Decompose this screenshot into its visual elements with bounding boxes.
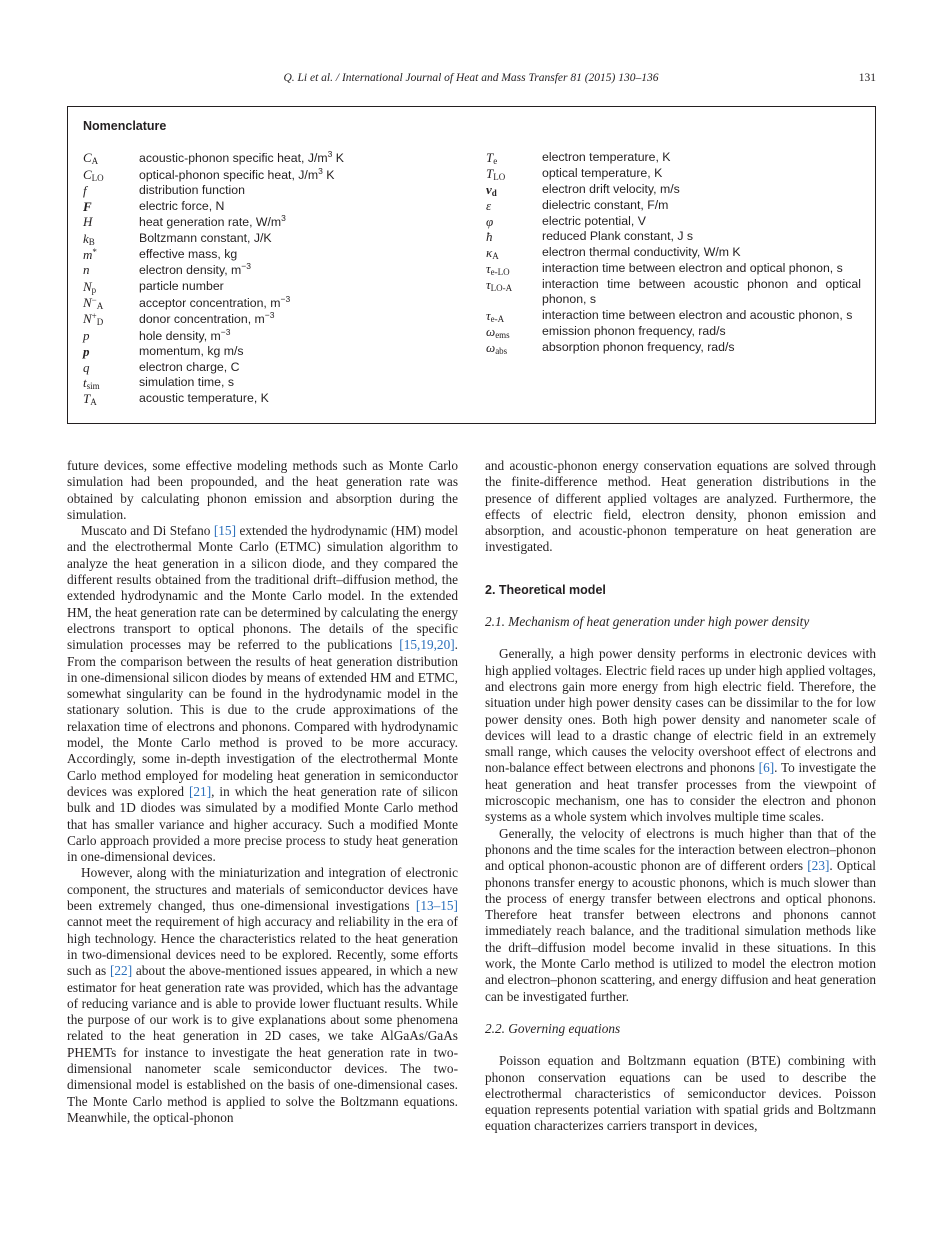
nomenclature-description: interaction time between electron and optical phonon, s [542,260,843,275]
nomenclature-symbol: F [83,198,92,214]
nomenclature-symbol: H [83,214,93,229]
nomenclature-symbol: $v_d$ [486,182,497,198]
nomenclature-entry [83,344,463,360]
nomenclature-entry [83,214,463,231]
nomenclature-symbol: $T_e$ [486,150,498,166]
description-superscript: 3 [318,165,323,176]
nomenclature-entry [486,261,861,277]
nomenclature-description: effective mass, kg [139,246,238,261]
subsection-heading: 2.2. Governing equations [485,1020,621,1036]
symbol-superscript: + [91,311,97,321]
nomenclature-entry [83,183,463,199]
nomenclature-symbol: p [83,344,90,359]
nomenclature-symbol: $T_{LO}$ [486,166,506,182]
nomenclature-description: optical-phonon specific heat, $J/m^3$ K [139,165,335,182]
description-superscript: 3 [327,149,333,159]
paragraph: Muscato and Di Stefano [15] extended the hydrodynamic (HM) model and the electrothermal Monte Carlo (ETMC) simulation algorithm to analyze the heat generation in a silicon diode, and they compared the different results obtained from the traditional drift–diffusion method, the extended hydrodynamic and the Monte Carlo model. In the extended HM, the heat generation rate can be determined by calculating the energy electrons transport to optical phonons. The details of the specific simulation processes may be referred to the publications [15,19,20]. From the comparison between the results of heat generation distribution in one-dimensional silicon diodes by means of extended HM and ETMC, somewhat singularity can be found in the hydrodynamic model in the stationary solution. This is due to the crude approximations of the relaxation time of electrons and phonons. Compared with hydrodynamic model, the Monte Carlo method is proved to be more accuracy. Accordingly, some in-depth investigation of the electrothermal Monte Carlo method employed for modeling heat generation in semiconductor devices was explored [21], in which the heat generation rate of silicon bulk and 1D diodes was simulated by a modified Monte Carlo method that has smaller variance and higher accuracy. Such a modified Monte Carlo approach provided a more precise process to study heat generation in one-dimensional devices. [67,523,459,865]
symbol-subscript: abs [495,345,508,356]
nomenclature-symbol: $\omega_{abs}$ [486,339,508,356]
running-head: Q. Li et al. / International Journal of Heat and Mass Transfer 81 (2015) 130–136 [283,72,659,84]
nomenclature-description: simulation time, s [139,375,234,389]
nomenclature-entry [83,262,463,279]
nomenclature-entry [486,229,861,245]
nomenclature-symbol: p [83,327,90,343]
symbol-superscript: − [91,294,97,305]
nomenclature-entry [486,182,861,198]
symbol-subscript: e-LO [490,266,510,277]
symbol-subscript: A [91,156,99,166]
nomenclature-symbol: $\tau_{e-LO}$ [486,260,510,277]
nomenclature-symbol: n [83,262,90,277]
nomenclature-entry [486,166,861,182]
nomenclature-entry [486,277,861,308]
nomenclature-symbol: $\tau_{e-A}$ [486,307,505,324]
nomenclature-description: acceptor concentration, $m^{-3}$ [139,293,291,310]
nomenclature-entry [83,199,463,215]
nomenclature-description: electron temperature, K [542,150,671,164]
nomenclature-box [67,106,876,424]
nomenclature-description: distribution function [139,183,245,197]
symbol-superscript: * [92,246,97,257]
paragraph: However, along with the miniaturization and integration of electronic component, the structures and materials of semiconductor devices have been extremely changed, thus one-dimensional investigations [13–15] cannot meet the requirement of high accuracy and reliability in the era of high technology. Hence the characteristics related to the heat generation in two-dimensional devices need to be explored. Recently, some efforts such as [22] about the above-mentioned issues appeared, in which a new estimator for heat generation rate was provided, which has the advantage of reducing variance and is able to provide lower fluctuant results. While the purpose of our work is to give explanations about some phenomena related to the heat generation in 2D cases, we take AlGaAs/GaAs PHEMTs for instance to investigate the heat generation rate in two-dimensional nanometer scale semiconductor devices. The two-dimensional model is established on the basis of one-dimensional cases. The Monte Carlo method is applied to solve the Boltzmann equations. Meanwhile, the optical-phonon [67,865,458,1125]
nomenclature-description: Boltzmann constant, J/K [139,230,272,245]
citation-link[interactable]: [6] [758,760,775,776]
nomenclature-title: Nomenclature [83,119,167,133]
nomenclature-description: heat generation rate, $W/m^3$ [139,213,286,229]
nomenclature-symbol: $C_A$ [83,150,99,166]
symbol-subscript: sim [86,381,100,391]
nomenclature-symbol: $T_A$ [83,391,97,407]
citation-link[interactable]: [21] [188,783,212,799]
nomenclature-entry [83,295,463,312]
nomenclature-description: interaction time between acoustic phonon and optical phonon, s [542,276,861,306]
nomenclature-symbol: $k_B$ [83,230,95,247]
nomenclature-entry [83,311,463,328]
paragraph: Generally, a high power density performs in electronic devices with high applied voltages. Electric field races up under high applied voltages, and electrons gain more energy from high electric field. Therefore, the situation under high power density cases can be dissimilar to the for low power density ones. Both high power density and nanometer scale of devices will lead to a drastic change of electric field in an extremely small range, which causes the velocity overshoot effect of electrons and non-balance effect between electrons and phonons [6]. To investigate the heat generation and heat transfer processes from the viewpoint of microscopic mechanism, one has to consider the electron and phonon systems as a whole system which involves multiple time scales. [485,646,876,825]
nomenclature-description: dielectric constant, F/m [542,198,669,212]
nomenclature-entry [83,247,463,263]
nomenclature-symbol: $t_{sim}$ [83,375,100,391]
nomenclature-symbol: $\tau_{LO-A}$ [486,276,513,293]
nomenclature-left-column [83,150,463,407]
nomenclature-description: reduced Plank constant, J s [542,229,694,243]
nomenclature-entry [83,167,463,184]
nomenclature-description: momentum, kg m/s [139,344,244,358]
nomenclature-description: particle number [139,278,224,293]
paragraph: Poisson equation and Boltzmann equation (BTE) combining with phonon conservation equations can be used to describe the electrothermal characteristics of semiconductor devices. Poisson equation represents potential variation with spatial grids and Boltzmann equation characterizes carriers transport in devices, [485,1053,876,1134]
nomenclature-entry [83,279,463,295]
description-superscript: −3 [280,293,291,304]
symbol-subscript: ems [495,329,510,340]
nomenclature-entry [83,150,463,167]
description-superscript: 3 [281,213,286,223]
nomenclature-entry [486,308,861,324]
nomenclature-symbol: φ [486,213,494,229]
nomenclature-description: electron density, $m^{-3}$ [139,261,251,277]
nomenclature-entry [486,340,861,356]
nomenclature-entry [83,391,463,407]
nomenclature-description: interaction time between electron and acoustic phonon, s [542,307,853,322]
nomenclature-symbol: $N^-_A$ [83,294,104,311]
nomenclature-symbol: q [83,359,90,375]
nomenclature-symbol: m* [83,246,97,262]
citation-link[interactable]: [15] [213,523,237,539]
nomenclature-symbol: $\kappa_A$ [486,244,499,261]
nomenclature-description: electric potential, V [542,213,646,228]
nomenclature-description: absorption phonon frequency, rad/s [542,339,735,354]
nomenclature-symbol: $N_p$ [83,278,97,295]
symbol-subscript: A [492,250,499,261]
body-right-column [485,458,876,1135]
description-superscript: −3 [220,326,231,337]
nomenclature-description: electron charge, C [139,359,240,374]
nomenclature-entry [486,324,861,340]
nomenclature-description: emission phonon frequency, rad/s [542,323,726,338]
nomenclature-symbol: $\omega_{ems}$ [486,323,510,340]
paragraph: Generally, the velocity of electrons is much higher than that of the phonons and the time scales for the interaction between electron–phonon and optical phonon-acoustic phonon are of different orders [23]. Optical phonons transfer energy to acoustic phonons, which is much slower than the process of energy transfer between electrons and optical phonons. Therefore heat transfer between electrons and phonons cannot immediately reach balance, and the traditional simulation methods like the drift–diffusion model become invalid in these situations. In this work, the Monte Carlo method is utilized to model the electron motion and electron–phonon scattering, and energy diffusion and heat generation can be investigated further. [485,825,876,1004]
symbol-subscript: A [96,300,104,311]
nomenclature-entry [83,328,463,345]
nomenclature-description: optical temperature, K [542,166,663,180]
citation-link[interactable]: [22] [109,963,133,979]
nomenclature-entry [83,360,463,376]
nomenclature-description: donor concentration, $m^{-3}$ [139,310,275,326]
nomenclature-entry [83,231,463,247]
symbol-subscript: e [493,156,498,166]
symbol-subscript: LO-A [490,282,513,293]
nomenclature-symbol: ε [486,198,492,213]
nomenclature-symbol: $C_{LO}$ [83,166,104,183]
paragraph: and acoustic-phonon energy conservation equations are solved through the finite-difference method. Heat generation distributions in the presence of different applied voltages are analyzed. Furthermore, the effects of electric field, electron density, phonon emission and absorption, and acoustic-phonon temperature on heat generation are investigated. [485,458,876,555]
subsection-heading: 2.1. Mechanism of heat generation under high power density [485,614,810,630]
nomenclature-description: acoustic temperature, K [139,391,269,405]
nomenclature-entry [83,375,463,391]
nomenclature-description: electron thermal conductivity, W/m K [542,244,741,259]
symbol-subscript: B [88,236,95,247]
nomenclature-description: electric force, N [139,198,225,213]
symbol-subscript: p [91,284,97,295]
description-superscript: −3 [241,261,251,271]
nomenclature-entry [486,198,861,214]
nomenclature-description: hole density, $m^{-3}$ [139,326,231,343]
paragraph: future devices, some effective modeling methods such as Monte Carlo simulation had been propounded, and the heat generation rate was obtained by calculating phonon emission and absorption during the simulation. [67,458,458,522]
nomenclature-description: acoustic-phonon specific heat, $J/m^3$ K [139,149,345,165]
nomenclature-entry [486,214,861,230]
section-heading: 2. Theoretical model [485,582,606,597]
citation-link[interactable]: [15,19,20] [399,637,455,653]
page-number: 131 [858,72,876,84]
nomenclature-right-column [486,150,861,356]
nomenclature-symbol: f [83,183,87,198]
nomenclature-entry [486,245,861,261]
symbol-subscript: d [491,188,497,198]
citation-link[interactable]: [23] [807,858,830,874]
symbol-subscript: LO [493,172,506,182]
nomenclature-symbol: $N^+_D$ [83,311,104,327]
nomenclature-description: electron drift velocity, m/s [542,182,680,196]
body-left-column [67,458,458,1126]
symbol-subscript: e-A [490,313,505,324]
symbol-subscript: A [90,397,97,407]
nomenclature-entry [486,150,861,166]
nomenclature-symbol: ħ [486,229,493,244]
description-superscript: −3 [264,310,275,320]
symbol-subscript: D [96,317,104,327]
citation-link[interactable]: [13–15] [415,898,458,914]
symbol-subscript: LO [91,172,104,183]
